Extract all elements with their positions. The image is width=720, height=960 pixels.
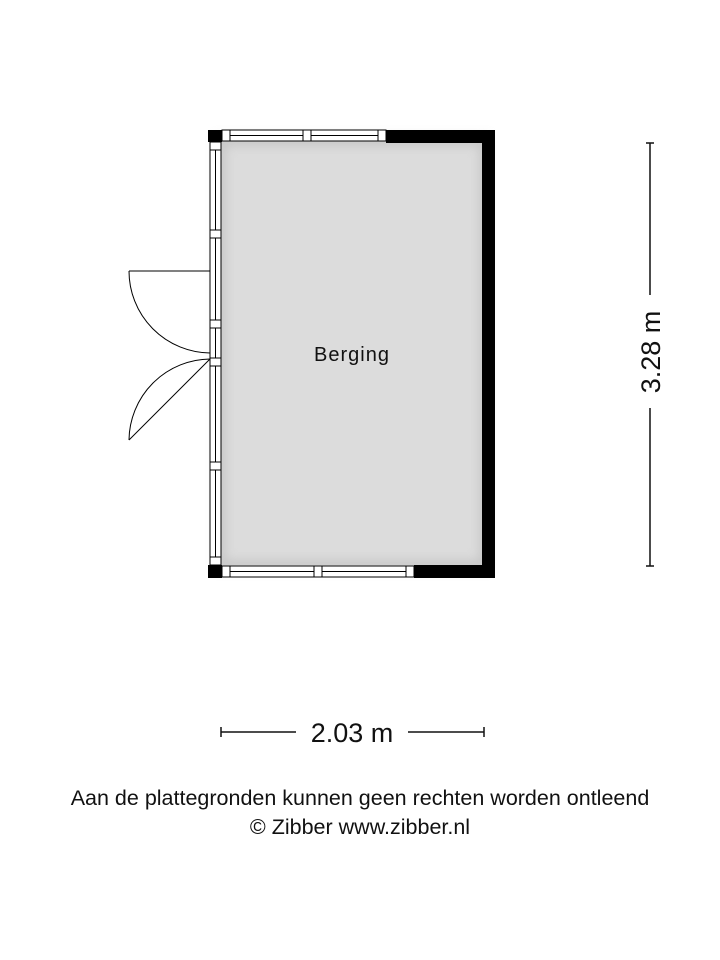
copyright-text: © Zibber www.zibber.nl xyxy=(249,815,471,839)
window-left xyxy=(210,142,221,565)
window-bottom xyxy=(222,566,414,577)
disclaimer-text: Aan de plattegronden kunnen geen rechten worden ontleend xyxy=(70,786,650,810)
window-top xyxy=(222,130,386,141)
room-label: Berging xyxy=(314,344,390,366)
door-swing xyxy=(129,271,210,440)
dimension-width-label: 2.03 m xyxy=(310,718,394,748)
dimension-height-label: 3.28 m xyxy=(636,310,666,394)
